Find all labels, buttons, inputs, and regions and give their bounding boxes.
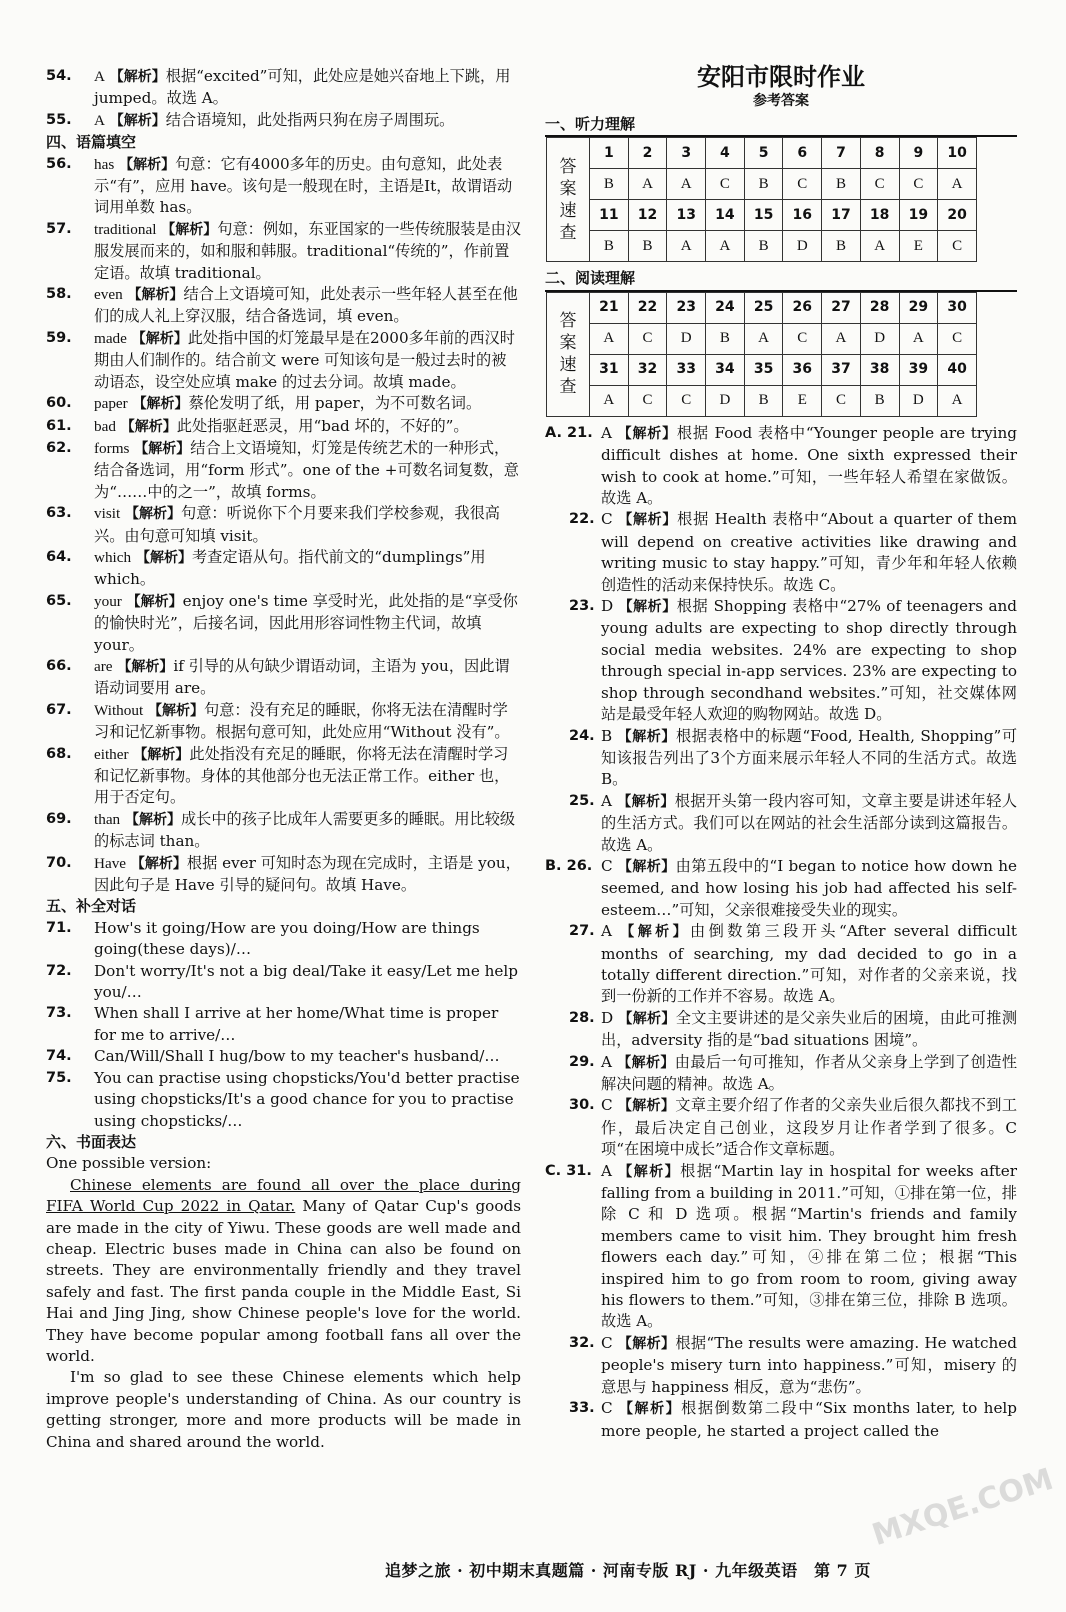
item-answer: made xyxy=(94,329,127,347)
page-title: 安阳市限时作业 xyxy=(697,62,865,91)
answer-item xyxy=(545,1398,1017,1442)
page-subtitle: 参考答案 xyxy=(753,93,809,109)
analysis-tag: 【解析】 xyxy=(126,593,183,610)
answer-item xyxy=(46,656,521,700)
question-number-cell: 39 xyxy=(899,354,938,385)
analysis-tag: 【解析】 xyxy=(617,793,675,810)
question-number-cell: 20 xyxy=(938,200,977,231)
item-answer: Have xyxy=(94,854,127,872)
answer-item xyxy=(46,700,521,744)
item-answer: paper xyxy=(94,395,128,413)
item-text: 蔡伦发明了纸，用 paper，为不可数名词。 xyxy=(188,394,482,413)
question-number-cell: 21 xyxy=(590,292,629,323)
item-answer: even xyxy=(94,286,123,304)
item-text: 文章主要介绍了作者的父亲失业后很久都找不到工作，最后决定自己创业，这段岁月让作者学到了很多。C 项“在困境中成长”适合作文章标题。 xyxy=(601,1096,1018,1159)
answers-71-75 xyxy=(46,918,521,1132)
question-number-cell: 28 xyxy=(860,292,899,323)
analysis-tag: 【解析】 xyxy=(134,440,191,457)
item-number: 75. xyxy=(46,1069,72,1086)
answer-item xyxy=(545,856,1017,921)
table-row xyxy=(547,292,977,323)
item-text: 由最后一句可推知，作者从父亲身上学到了创造性解决问题的精神。故选 A。 xyxy=(601,1052,1018,1093)
analysis-tag: 【解析】 xyxy=(161,221,218,238)
answer-cell: B xyxy=(706,323,745,354)
item-text: 由第五段中的“I began to notice how down he seemed, and how losing his job had affected his self-esteem…”可知，父亲很难接受失业的现实。 xyxy=(601,856,1018,919)
item-text: 根据“Martin lay in hospital for weeks after falling from a building in 2011.”可知，①排在第一位，排除 C 和 D 选项。根据“Martin's friends and family members came to visit him. They brought him fresh flowers each day.”可知，④排在第二位；根据“This inspired him to go from room to room, giving away his flowers to them.”可知，③排在第三位，排除 B 选项。故选 A。 xyxy=(601,1161,1018,1331)
item-text: 结合上文语境知，灯笼是传统艺术的一种形式，结合备选词，用“form 形式”。one of the +可数名词复数，意为“……中的之一”，故填 forms。 xyxy=(94,438,519,501)
analysis-tag: 【解析】 xyxy=(133,746,190,763)
analysis-tag: 【解析】 xyxy=(124,811,181,828)
essay xyxy=(46,1153,521,1453)
item-answer: Without xyxy=(94,701,144,719)
analysis-tag: 【解析】 xyxy=(617,858,676,875)
question-number-cell: 25 xyxy=(744,292,783,323)
analysis-tag: 【解析】 xyxy=(617,1054,675,1071)
analysis-tag: 【解析】 xyxy=(617,1098,676,1115)
analysis-tag: 【解析】 xyxy=(109,69,166,85)
analysis-tag: 【解析】 xyxy=(120,418,177,435)
item-number: 70. xyxy=(46,854,72,871)
section-1-heading: 一、听力理解 xyxy=(545,114,1017,137)
answer-item xyxy=(545,1161,1017,1333)
answer-cell: A xyxy=(860,231,899,262)
analysis-tag: 【解析】 xyxy=(620,924,691,941)
item-text: 根据“The results were amazing. He watched people's misery turn into happiness.”可知，misery 的意思与 happiness 相反，意为“悲伤”。 xyxy=(601,1333,1017,1396)
item-answer: B xyxy=(601,726,613,745)
page-footer: 追梦之旅 · 初中期末真题篇 · 河南专版 RJ · 九年级英语 第 7 页 xyxy=(385,1561,871,1580)
analysis-tag: 【解析】 xyxy=(135,549,192,566)
answer-cell: A xyxy=(590,323,629,354)
analysis-tag: 【解析】 xyxy=(131,330,188,347)
question-number-cell: 30 xyxy=(938,292,977,323)
analysis-tag: 【解析】 xyxy=(130,855,187,872)
item-answer: has xyxy=(94,155,115,173)
item-answer: are xyxy=(94,657,113,675)
question-number-cell: 23 xyxy=(667,292,706,323)
question-number-cell: 27 xyxy=(822,292,861,323)
answer-cell: C xyxy=(628,385,667,416)
answer-cell: C xyxy=(938,231,977,262)
item-number: A. 21. xyxy=(545,424,593,441)
answer-item xyxy=(46,154,521,219)
answer-cell: A xyxy=(822,323,861,354)
analysis-tag: 【解析】 xyxy=(617,728,677,745)
answer-item xyxy=(46,1003,521,1046)
answer-cell: A xyxy=(628,169,667,200)
answer-lookup-label: 答 案 速 查 xyxy=(547,138,590,262)
answer-cell: B xyxy=(822,169,861,200)
left-column xyxy=(46,66,521,1453)
item-text: if 引导的从句缺少谓语动词，主语为 you，因此谓语动词要用 are。 xyxy=(94,656,510,698)
section-6-heading: 六、书面表达 xyxy=(46,1132,137,1151)
item-answer: your xyxy=(94,592,122,610)
essay-intro: One possible version: xyxy=(46,1154,212,1173)
question-number-cell: 34 xyxy=(706,354,745,385)
question-number-cell: 22 xyxy=(628,292,667,323)
item-answer: bad xyxy=(94,417,116,435)
item-answer: C xyxy=(601,1096,613,1115)
question-number-cell: 16 xyxy=(783,200,822,231)
item-text: 根据 Health 表格中“About a quarter of them will depend on creative activities like drawing and writing music to stay happy.”可知，青少年和年轻人依赖创造性的活动来保持快乐。故选 C。 xyxy=(601,510,1018,594)
answer-cell: B xyxy=(590,169,629,200)
answer-item xyxy=(545,1095,1017,1160)
item-number: 33. xyxy=(569,1400,595,1417)
item-number: 22. xyxy=(569,511,595,528)
question-number-cell: 8 xyxy=(860,138,899,169)
item-number: 28. xyxy=(569,1009,595,1026)
table-row xyxy=(547,323,977,354)
section-5-heading: 五、补全对话 xyxy=(46,897,137,916)
answer-item xyxy=(545,423,1017,510)
item-answer: than xyxy=(94,810,121,828)
answer-item xyxy=(545,596,1017,725)
answer-item xyxy=(46,809,521,853)
answer-cell: A xyxy=(744,323,783,354)
answer-cell: D xyxy=(706,385,745,416)
item-number: 66. xyxy=(46,657,72,674)
section-2-heading: 二、阅读理解 xyxy=(545,268,1017,291)
answer-lookup-label: 答 案 速 查 xyxy=(547,292,590,416)
item-answer: either xyxy=(94,745,129,763)
essay-underlined-sentence: Chinese elements are found all over the place during FIFA World Cup 2022 in Qatar. xyxy=(46,1175,521,1216)
essay-paragraph-2: I'm so glad to see these Chinese elements which help improve people's understanding of China. As our country is getting stronger, more and more products will be made in China and shared around the world. xyxy=(46,1368,521,1451)
answer-item xyxy=(46,328,521,393)
item-number: 65. xyxy=(46,592,72,609)
question-number-cell: 26 xyxy=(783,292,822,323)
analysis-tag: 【解析】 xyxy=(618,599,677,616)
question-number-cell: 10 xyxy=(938,138,977,169)
answer-cell: C xyxy=(667,385,706,416)
item-number: 74. xyxy=(46,1048,72,1065)
question-number-cell: 29 xyxy=(899,292,938,323)
question-number-cell: 12 xyxy=(628,200,667,231)
item-number: 57. xyxy=(46,220,72,237)
item-answer: A xyxy=(601,1161,612,1180)
table-row xyxy=(547,354,977,385)
watermark-logo: MXQE.COM xyxy=(868,1461,1058,1554)
item-number: 73. xyxy=(46,1005,72,1022)
question-number-cell: 18 xyxy=(860,200,899,231)
item-text: 此处指没有充足的睡眠，你将无法在清醒时学习和记忆新事物。身体的其他部分也无法正常工作。either 也，用于否定句。 xyxy=(94,744,510,807)
item-number: 23. xyxy=(569,598,595,615)
item-text: When shall I arrive at her home/What time is proper for me to arrive/… xyxy=(94,1004,499,1044)
item-text: How's it going/How are you doing/How are things going(these days)/… xyxy=(94,918,480,959)
item-text: 考查定语从句。指代前文的“dumplings”用 which。 xyxy=(94,547,486,589)
answer-cell: B xyxy=(628,231,667,262)
answer-cell: A xyxy=(590,385,629,416)
item-text: Don't worry/It's not a big deal/Take it easy/Let me help you/… xyxy=(94,961,518,1002)
answer-item xyxy=(46,393,521,415)
analysis-tag: 【解析】 xyxy=(125,506,181,523)
item-number: 68. xyxy=(46,745,72,762)
item-number: 56. xyxy=(46,155,72,172)
question-number-cell: 19 xyxy=(899,200,938,231)
question-number-cell: 4 xyxy=(706,138,745,169)
item-number: C. 31. xyxy=(545,1162,592,1179)
answer-cell: B xyxy=(744,231,783,262)
analysis-tag: 【解析】 xyxy=(132,396,189,413)
question-number-cell: 32 xyxy=(628,354,667,385)
item-text: enjoy one's time 享受时光，此处指的是“享受你的愉快时光”，后接名词，因此用形容词性物主代词，故填 your。 xyxy=(94,591,518,654)
question-number-cell: 11 xyxy=(590,200,629,231)
question-number-cell: 40 xyxy=(938,354,977,385)
item-text: 句意：例如，东亚国家的一些传统服装是由汉服发展而来的，如和服和韩服。traditional“传统的”，作前置定语。故填 traditional。 xyxy=(94,219,521,282)
item-answer: C xyxy=(601,1399,613,1418)
item-text: 由倒数第三段开头“After several difficult months of searching, my dad decided to go in a totally different direction.”可知，对作者的父亲来说，找到一份新的工作并不容易。故选 A。 xyxy=(601,922,1018,1006)
question-number-cell: 31 xyxy=(590,354,629,385)
answer-cell: A xyxy=(899,323,938,354)
item-number: 29. xyxy=(569,1053,595,1070)
analysis-tag: 【解析】 xyxy=(619,1401,682,1418)
item-answer: which xyxy=(94,548,132,566)
item-text: 此处指驱赶恶灵，用“bad 坏的，不好的”。 xyxy=(176,416,469,435)
analysis-tag: 【解析】 xyxy=(617,1335,676,1352)
item-number: 55. xyxy=(46,111,72,128)
analysis-tag: 【解析】 xyxy=(618,1010,676,1027)
essay-paragraph-1-rest: Many of Qatar Cup's goods are made in the city of Yiwu. These goods are well made and cheap. Electric buses made in China can also be found on streets. They are environmentally friendly and they travel safely and fast. The first panda couple in the Middle East, Si Hai and Jing Jing, show Chinese people's love for the world. They have become popular among football fans all over the world. xyxy=(46,1197,521,1365)
answer-item xyxy=(46,918,521,961)
analysis-tag: 【解析】 xyxy=(618,1163,681,1180)
answer-cell: C xyxy=(899,169,938,200)
answer-item xyxy=(46,591,521,656)
analysis-tag: 【解析】 xyxy=(127,287,184,304)
item-answer: visit xyxy=(94,505,121,523)
item-text: 根据开头第一段内容可知，文章主要是讲述年轻人的生活方式。我们可以在网站的社会生活部分读到这篇报告。故选 A。 xyxy=(601,791,1018,854)
item-number: 72. xyxy=(46,962,72,979)
answer-cell: D xyxy=(783,231,822,262)
analysis-tag: 【解析】 xyxy=(148,702,204,719)
answer-cell: C xyxy=(938,323,977,354)
item-number: 24. xyxy=(569,727,595,744)
table-row xyxy=(547,138,977,169)
question-number-cell: 6 xyxy=(783,138,822,169)
item-text: You can practise using chopsticks/You'd better practise using chopsticks/It's a good chance for you to practise using chopsticks/… xyxy=(94,1068,520,1130)
item-text: 根据倒数第二段中“Six months later, to help more people, he started a project called the xyxy=(601,1399,1018,1440)
answer-item xyxy=(46,284,521,328)
item-number: 60. xyxy=(46,395,72,412)
item-answer: A xyxy=(601,423,612,442)
item-number: 64. xyxy=(46,548,72,565)
answer-cell: A xyxy=(938,169,977,200)
answer-cell: A xyxy=(938,385,977,416)
listening-answer-table xyxy=(546,137,977,262)
question-number-cell: 36 xyxy=(783,354,822,385)
question-number-cell: 9 xyxy=(899,138,938,169)
answers-56-70 xyxy=(46,154,521,897)
answer-cell: A xyxy=(706,231,745,262)
section-4-heading: 四、语篇填空 xyxy=(46,133,137,152)
item-number: 27. xyxy=(569,923,595,940)
item-number: B. 26. xyxy=(545,857,593,874)
item-number: 69. xyxy=(46,810,72,827)
item-number: 67. xyxy=(46,701,72,718)
question-number-cell: 33 xyxy=(667,354,706,385)
item-number: 54. xyxy=(46,68,72,84)
analysis-tag: 【解析】 xyxy=(119,156,176,173)
answer-cell: D xyxy=(860,323,899,354)
answers-54-55 xyxy=(46,66,521,132)
item-answer: traditional xyxy=(94,220,157,238)
item-answer: forms xyxy=(94,439,130,457)
item-answer: A xyxy=(601,1052,612,1071)
essay-paragraph-1 xyxy=(46,1175,521,1368)
question-number-cell: 15 xyxy=(744,200,783,231)
answer-cell: E xyxy=(899,231,938,262)
item-number: 61. xyxy=(46,417,72,434)
answer-cell: D xyxy=(667,323,706,354)
item-number: 32. xyxy=(569,1334,595,1351)
answer-cell: C xyxy=(706,169,745,200)
answer-item xyxy=(545,726,1017,791)
answer-item xyxy=(46,219,521,284)
answer-item xyxy=(46,1046,521,1067)
answer-cell: C xyxy=(783,323,822,354)
answer-item xyxy=(545,509,1017,596)
answer-cell: A xyxy=(667,231,706,262)
answer-cell: C xyxy=(860,169,899,200)
analysis-tag: 【解析】 xyxy=(618,512,678,529)
table-row xyxy=(547,231,977,262)
question-number-cell: 1 xyxy=(590,138,629,169)
answer-item xyxy=(46,503,521,547)
item-text: 根据“excited”可知，此处应是她兴奋地上下跳，用 jumped。故选 A。 xyxy=(94,67,511,108)
answer-cell: C xyxy=(783,169,822,200)
question-number-cell: 14 xyxy=(706,200,745,231)
analysis-tag: 【解析】 xyxy=(117,658,174,675)
question-number-cell: 13 xyxy=(667,200,706,231)
answer-item xyxy=(46,744,521,809)
item-answer: C xyxy=(601,856,613,875)
item-text: 全文主要讲述的是父亲失业后的困境，由此可推测出，adversity 指的是“bad situations 困境”。 xyxy=(601,1008,1018,1050)
answer-item xyxy=(46,1068,521,1132)
item-text: Can/Will/Shall I hug/bow to my teacher's husband/… xyxy=(94,1047,500,1066)
item-number: 25. xyxy=(569,792,595,809)
answer-item xyxy=(545,1052,1017,1096)
item-text: 根据表格中的标题“Food, Health, Shopping”可知该报告列出了3个方面来展示年轻人不同的生活方式。故选 B。 xyxy=(601,726,1018,789)
answer-item xyxy=(46,416,521,438)
answer-cell: B xyxy=(590,231,629,262)
item-answer: C xyxy=(601,1333,613,1352)
answer-item xyxy=(46,66,521,110)
answer-item xyxy=(46,438,521,503)
item-answer: D xyxy=(601,597,614,616)
answer-item xyxy=(545,791,1017,856)
item-answer: A xyxy=(601,791,612,810)
item-text: 结合上文语境可知，此处表示一些年轻人甚至在他们的成人礼上穿汉服，结合备选词，填 even。 xyxy=(94,285,518,326)
item-number: 59. xyxy=(46,329,72,346)
question-number-cell: 38 xyxy=(860,354,899,385)
item-number: 62. xyxy=(46,439,72,456)
answer-item xyxy=(545,921,1017,1008)
answer-cell: A xyxy=(667,169,706,200)
reading-answer-table xyxy=(546,292,977,417)
item-answer: A xyxy=(94,111,105,129)
question-number-cell: 37 xyxy=(822,354,861,385)
answer-item xyxy=(545,1333,1017,1398)
question-number-cell: 24 xyxy=(706,292,745,323)
answer-cell: B xyxy=(744,385,783,416)
item-text: 根据 ever 可知时态为现在完成时，主语是 you，因此句子是 Have 引导的疑问句。故填 Have。 xyxy=(94,853,521,895)
item-answer: C xyxy=(601,510,613,529)
item-text: 此处指中国的灯笼最早是在2000多年前的西汉时期由人们制作的。结合前文 were 可知该句是一般过去时的被动语态，设空处应填 make 的过去分词。故填 made。 xyxy=(94,328,515,391)
question-number-cell: 7 xyxy=(822,138,861,169)
answer-cell: E xyxy=(783,385,822,416)
item-text: 根据 Food 表格中“Younger people are trying difficult dishes at home. One sixth expressed their wish to cook at home.”可知，一些年轻人希望在家做饭。故选 A。 xyxy=(601,423,1018,508)
question-number-cell: 3 xyxy=(667,138,706,169)
item-answer: A xyxy=(601,922,612,941)
answer-item xyxy=(46,110,521,132)
item-text: 句意：没有充足的睡眠，你将无法在清醒时学习和记忆新事物。根据句意可知，此处应用“Without 没有”。 xyxy=(94,700,510,742)
question-number-cell: 2 xyxy=(628,138,667,169)
item-text: 句意：听说你下个月要来我们学校参观，我很高兴。由句意可知填 visit。 xyxy=(94,504,500,545)
answer-cell: B xyxy=(744,169,783,200)
item-text: 结合语境知，此处指两只狗在房子周围玩。 xyxy=(165,110,455,129)
item-number: 58. xyxy=(46,286,72,303)
answer-item xyxy=(46,853,521,897)
right-column xyxy=(545,62,1017,1442)
item-answer: D xyxy=(601,1008,614,1027)
analysis-tag: 【解析】 xyxy=(109,112,166,129)
item-text: 成长中的孩子比成年人需要更多的睡眠。用比较级的标志词 than。 xyxy=(94,809,516,851)
answer-item xyxy=(545,1008,1017,1052)
question-number-cell: 5 xyxy=(744,138,783,169)
answer-item xyxy=(46,547,521,591)
analysis-tag: 【解析】 xyxy=(617,425,677,442)
item-text: 句意：它有4000多年的历史。由句意知，此处表示“有”，应用 have。该句是一般现在时，主语是It，故谓语动词用单数 has。 xyxy=(94,154,513,217)
item-answer: A xyxy=(94,68,105,85)
item-number: 71. xyxy=(46,919,72,936)
question-number-cell: 35 xyxy=(744,354,783,385)
answer-cell: B xyxy=(822,231,861,262)
answer-cell: C xyxy=(628,323,667,354)
answer-cell: B xyxy=(860,385,899,416)
answer-cell: C xyxy=(822,385,861,416)
question-number-cell: 17 xyxy=(822,200,861,231)
reading-explanations xyxy=(545,423,1017,1442)
answer-item xyxy=(46,961,521,1004)
item-text: 根据 Shopping 表格中“27% of teenagers and young adults are expecting to shop directly through social media websites. 24% are expecting to shop through special in-app services. 23% are expecting to shop through secondhand websites.”可知，社交媒体网站是最受年轻人欢迎的购物网站。故选 D。 xyxy=(601,597,1018,724)
table-row xyxy=(547,385,977,416)
table-row xyxy=(547,169,977,200)
item-number: 63. xyxy=(46,505,72,522)
item-number: 30. xyxy=(569,1097,595,1114)
answer-cell: D xyxy=(899,385,938,416)
table-row xyxy=(547,200,977,231)
